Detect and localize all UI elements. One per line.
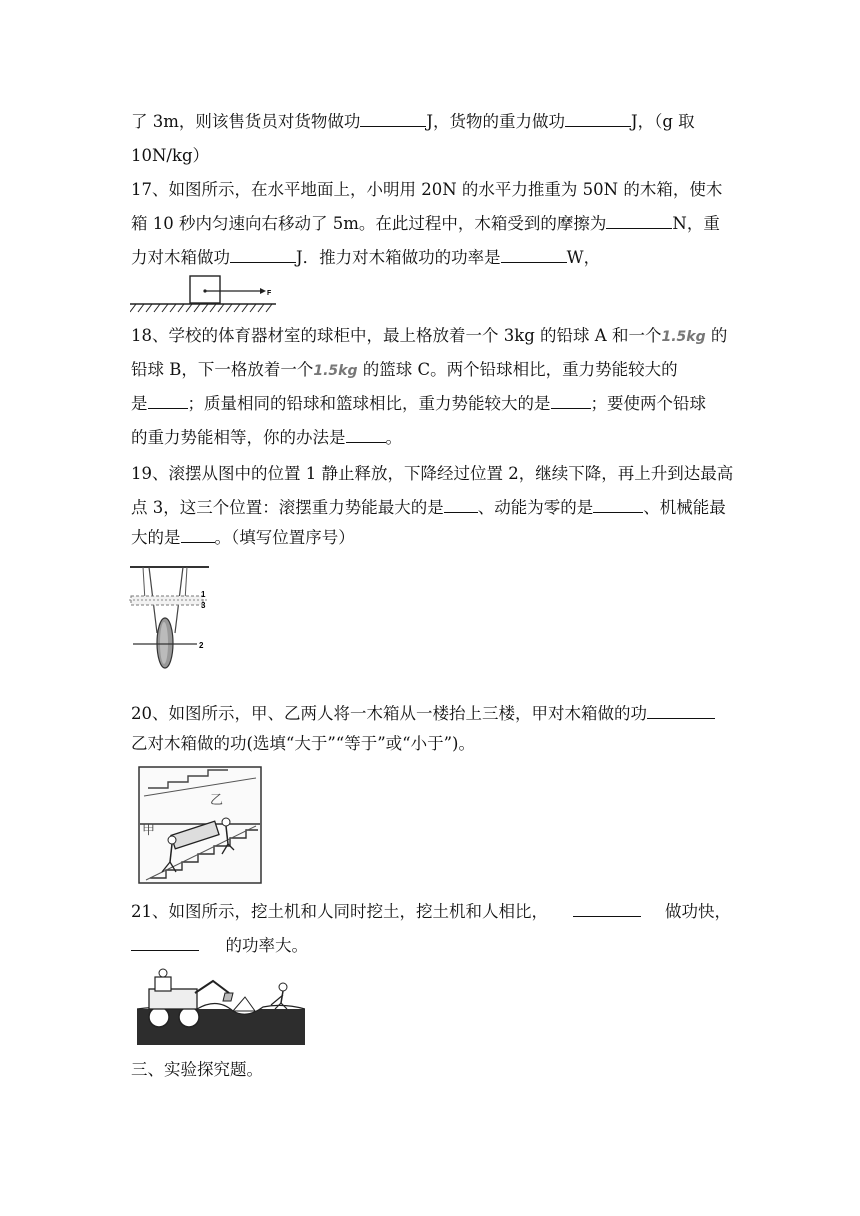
q19-blank-1[interactable] [444,496,478,513]
q21-text-a: 21、如图所示，挖土机和人同时挖土，挖土机和人相比， [131,902,548,921]
q19-position-label-3: 3 [201,601,206,610]
q16-blank-1[interactable] [360,110,426,127]
q21-line-1 [131,900,731,924]
q18-line-3 [131,392,731,416]
q18-text-d: 的篮球 C。两个铅球相比，重力势能较大的 [357,360,678,379]
q19-position-label-1: 1 [201,590,206,599]
q18-mass-label-2: 1.5kg [313,363,358,379]
q18-text-b: 的 [705,326,728,345]
q18-text-i: 。 [385,428,402,447]
q19-text-c: 、机械能最 [643,498,726,517]
q16-blank-2[interactable] [565,110,631,127]
q21-text-b: 做功快， [665,902,731,921]
q18-blank-2[interactable] [551,392,591,409]
q19-line-3 [131,526,731,550]
q16-line-2: 10N/kg） [131,146,210,165]
q18-text-f: ；质量相同的铅球和篮球相比，重力势能较大的是 [187,394,551,413]
q21-blank-1[interactable] [573,900,641,917]
q21-blank-2[interactable] [131,934,199,951]
q17-blank-power[interactable] [501,246,567,263]
q17-line-1: 17、如图所示，在水平地面上，小明用 20N 的水平力推重为 50N 的木箱，使木 [131,180,723,199]
q19-text-a: 点 3，这三个位置：滚摆重力势能最大的是 [131,498,444,517]
q18-text-a: 18、学校的体育器材室的球柜中，最上格放着一个 3kg 的铅球 A 和一个 [131,326,662,345]
q20-line-2: 乙对木箱做的功(选填“大于”“等于”或“小于”)。 [131,734,475,753]
q18-text-g: ；要使两个铅球 [590,394,706,413]
q17-line-3 [131,246,731,270]
q18-mass-label-1: 1.5kg [661,329,706,345]
q20-text-a: 20、如图所示，甲、乙两人将一木箱从一楼抬上三楼，甲对木箱做的功 [131,704,647,723]
q18-line-4 [131,426,731,450]
q17-blank-gravity-work[interactable] [230,246,296,263]
q19-pendulum-figure [127,563,213,681]
q17-text-b: N，重 [672,214,720,233]
q17-blank-friction[interactable] [606,212,672,229]
q18-line-2 [131,358,731,383]
q18-text-e: 是 [131,394,148,413]
q17-text-d: J．推力对木箱做功的功率是 [296,248,501,267]
q19-position-label-2: 2 [199,641,204,650]
q21-excavator-figure [137,967,305,1045]
q16-text-c: J，（g 取 [631,112,695,131]
section-3-heading: 三、实验探究题。 [131,1060,263,1079]
q19-line-2 [131,496,731,520]
q20-line-1 [131,702,731,726]
q19-text-b: 、动能为零的是 [477,498,594,517]
q17-line-2 [131,212,731,236]
q19-blank-2[interactable] [593,496,643,513]
q17-box-figure [130,272,280,316]
q16-text-a: 了 3m，则该售货员对货物做功 [131,112,361,131]
q20-stairs-figure [138,766,262,884]
q21-text-c: 的功率大。 [225,936,308,955]
q20-person-yi-label: 乙 [210,793,224,808]
q19-line-1: 19、滚摆从图中的位置 1 静止释放，下降经过位置 2，继续下降，再上升到达最高 [131,464,734,483]
q19-text-d: 大的是 [131,528,181,547]
q17-text-e: W， [566,248,601,267]
q19-text-e: 。（填写位置序号） [214,528,355,547]
q21-line-2 [131,934,731,958]
q18-text-h: 的重力势能相等，你的办法是 [131,428,346,447]
q17-text-c: 力对木箱做功 [131,248,230,267]
q18-blank-3[interactable] [346,426,386,443]
q20-blank-1[interactable] [647,702,715,719]
q18-text-c: 铅球 B，下一格放着一个 [131,360,314,379]
q20-person-jia-label: 甲 [142,823,156,838]
q18-line-1 [131,324,731,349]
q17-force-label: F [267,290,272,297]
q19-blank-3[interactable] [181,526,215,543]
q17-text-a: 箱 10 秒内匀速向右移动了 5m。在此过程中，木箱受到的摩擦为 [131,214,607,233]
q16-line-1 [131,110,731,134]
q16-text-b: J，货物的重力做功 [426,112,566,131]
q18-blank-1[interactable] [148,392,188,409]
